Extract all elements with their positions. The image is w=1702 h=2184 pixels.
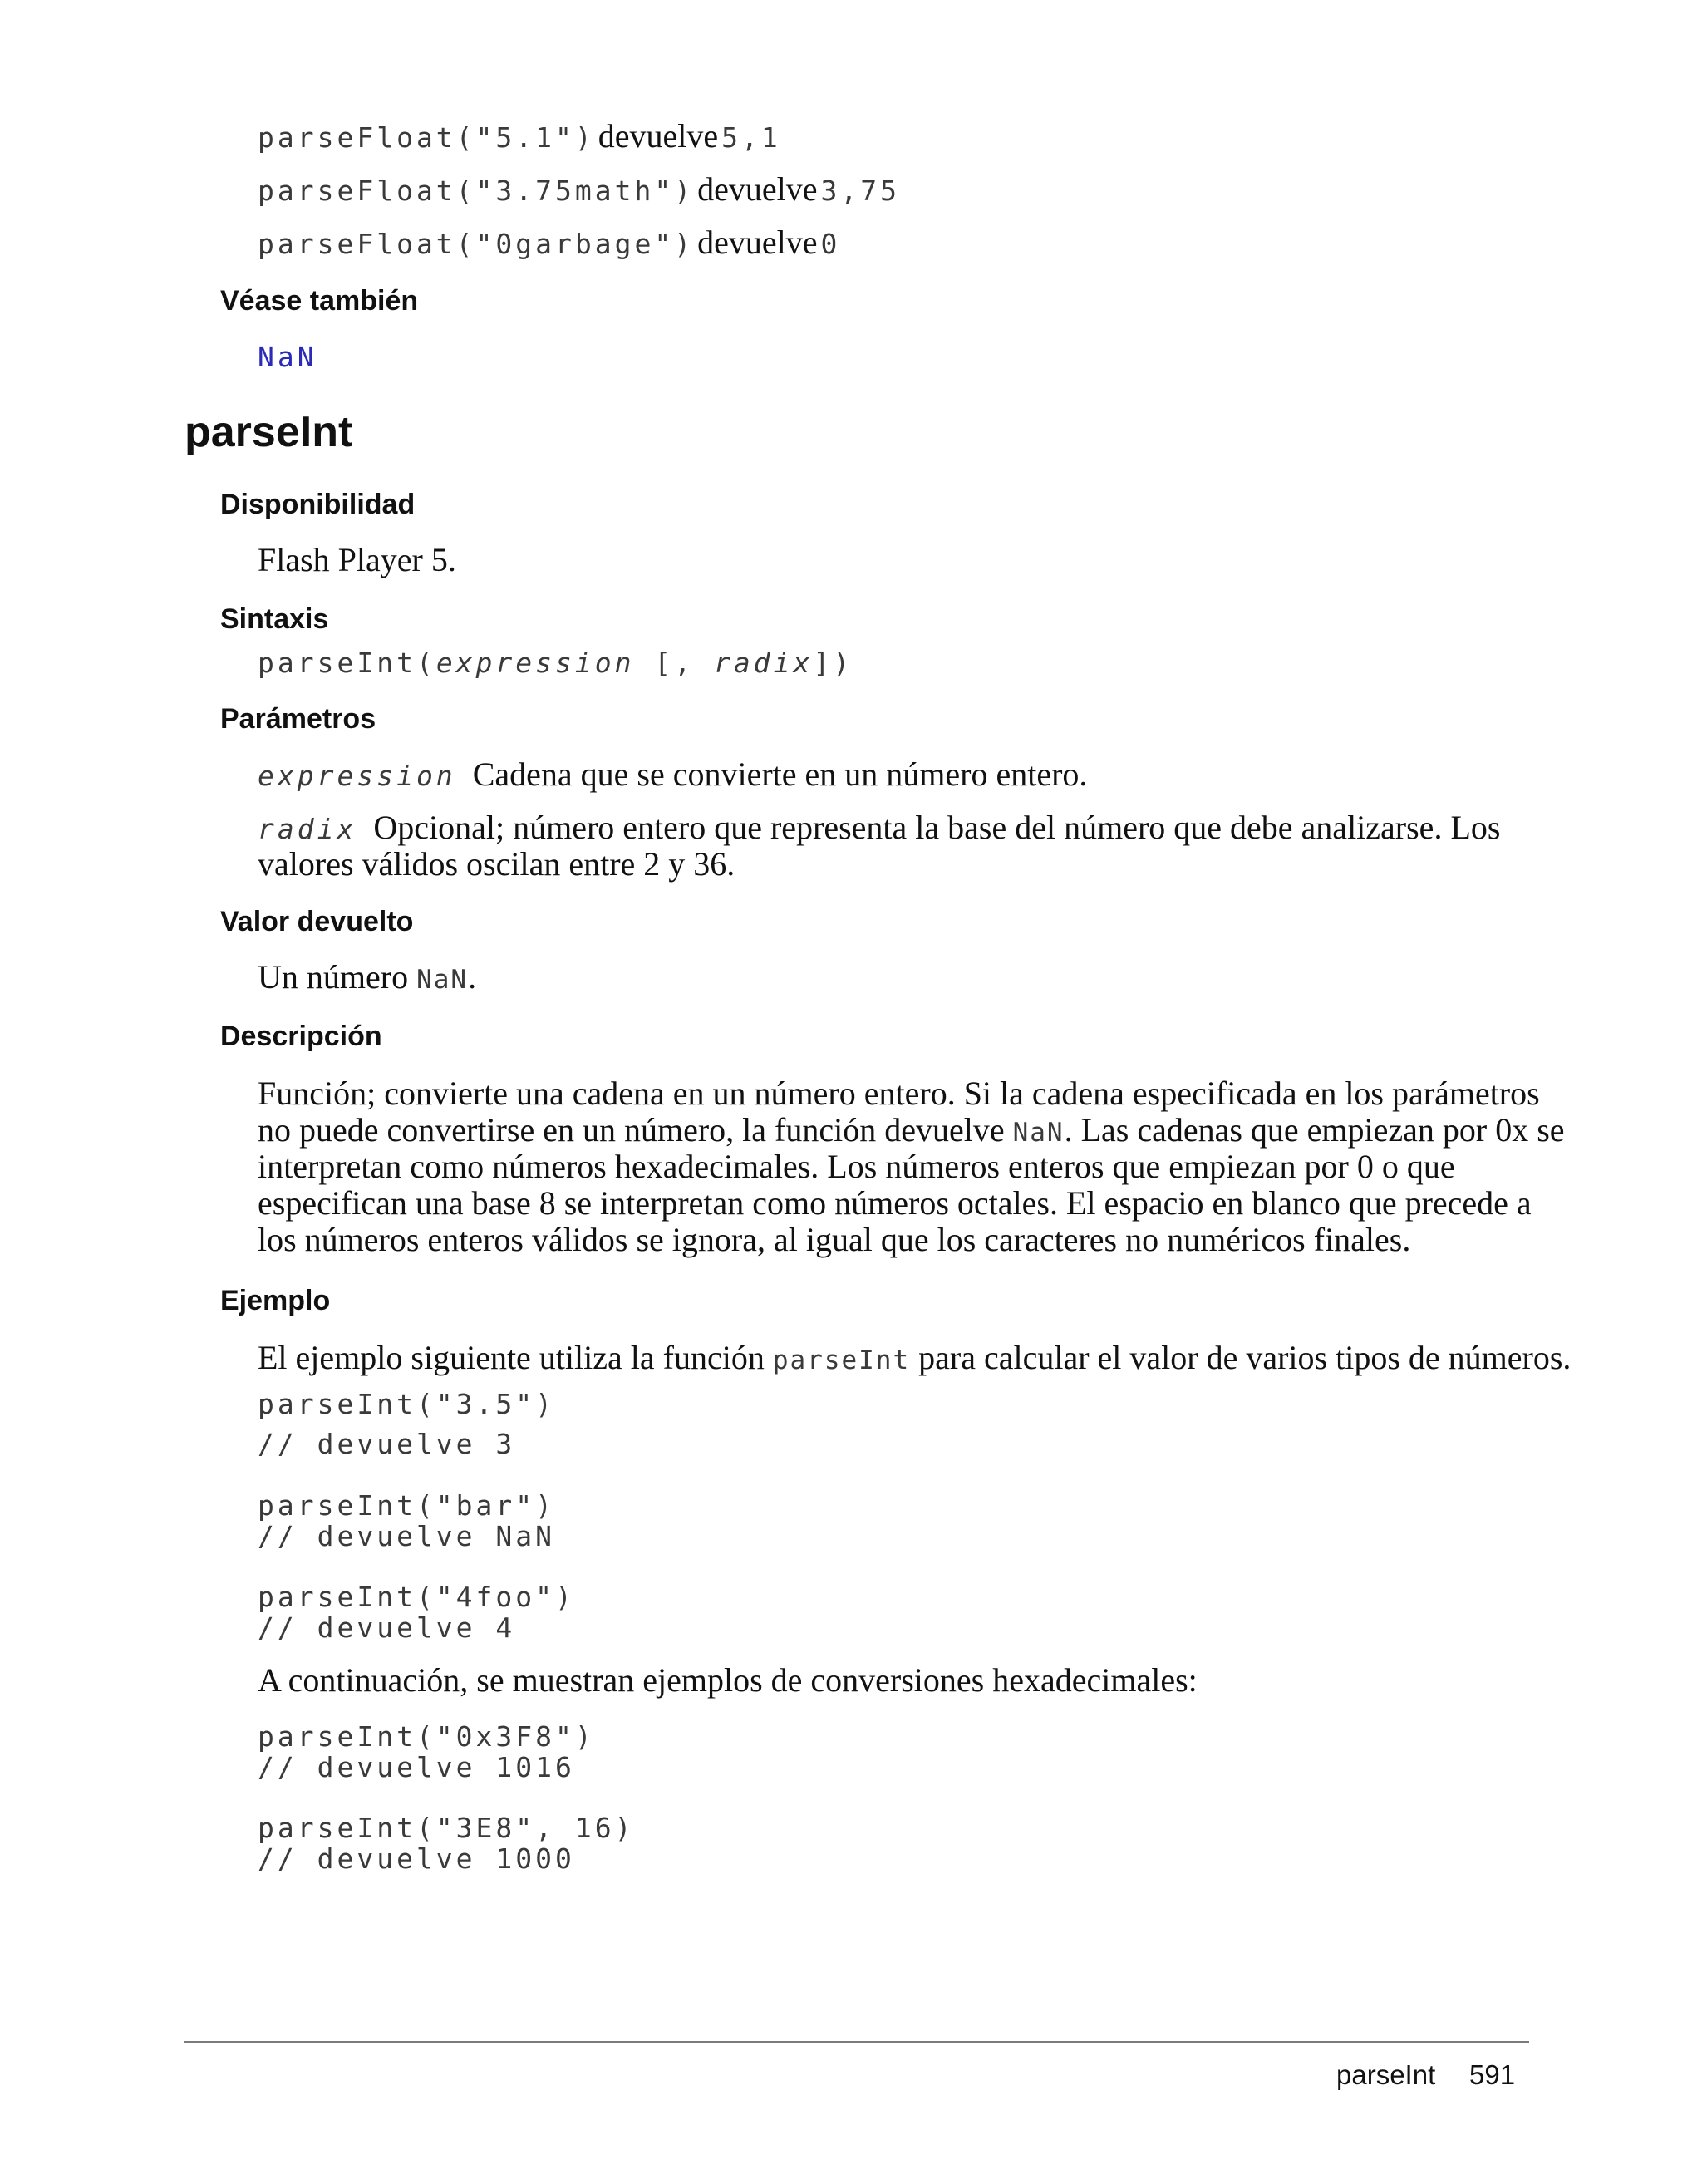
- returns-pre: Un número: [258, 958, 417, 996]
- example-intro-code: parseInt: [772, 1345, 911, 1375]
- example-line: [258, 116, 781, 155]
- code-snippet: parseFloat("0garbage"): [258, 228, 695, 260]
- parameter-description: Opcional; número entero que representa la base del número que debe analizarse. Los: [373, 809, 1501, 846]
- syntax-arg-expression: expression: [435, 647, 635, 679]
- code-line: parseInt("bar"): [258, 1489, 556, 1522]
- code-comment: // devuelve 1016: [258, 1751, 575, 1783]
- returns-code: NaN: [416, 965, 469, 995]
- example-verb: devuelve: [697, 170, 818, 208]
- returns-post: .: [468, 958, 477, 996]
- description-text: . Las cadenas que empiezan por 0x se: [1064, 1111, 1565, 1149]
- parameters-heading: Parámetros: [220, 703, 376, 735]
- syntax-sep: [,: [634, 647, 714, 679]
- code-line: parseInt("3.5"): [258, 1388, 556, 1420]
- code-result: 3,75: [820, 175, 900, 207]
- code-result: 0: [820, 228, 841, 260]
- syntax-fn: parseInt(: [258, 647, 436, 679]
- description-code: NaN: [1012, 1118, 1065, 1148]
- hex-intro: A continuación, se muestran ejemplos de conversiones hexadecimales:: [258, 1661, 1198, 1699]
- code-line: parseInt("0x3F8"): [258, 1720, 595, 1753]
- code-result: 5,1: [721, 121, 781, 154]
- code-comment: // devuelve 4: [258, 1611, 516, 1644]
- parameter-description: Cadena que se convierte en un número entero.: [472, 755, 1088, 793]
- see-also-link[interactable]: NaN: [258, 341, 317, 373]
- example-verb: devuelve: [598, 117, 719, 155]
- example-heading: Ejemplo: [220, 1285, 331, 1316]
- description-line: interpretan como números hexadecimales. Los números enteros que empiezan por 0 o que: [258, 1148, 1455, 1185]
- example-intro-text: El ejemplo siguiente utiliza la función: [258, 1339, 773, 1376]
- parameter-item: [258, 808, 1500, 847]
- description-text: no puede convertirse en un número, la función devuelve: [258, 1111, 1013, 1149]
- returns-heading: Valor devuelto: [220, 906, 414, 937]
- example-intro: [258, 1338, 1571, 1377]
- syntax-signature: [258, 647, 853, 679]
- code-line: parseInt("4foo"): [258, 1581, 575, 1613]
- code-snippet: parseFloat("5.1"): [258, 121, 595, 154]
- see-also-heading: Véase también: [220, 285, 419, 317]
- example-line: [258, 170, 900, 209]
- example-intro-text: para calcular el valor de varios tipos de números.: [910, 1339, 1572, 1376]
- availability-text: Flash Player 5.: [258, 541, 456, 578]
- description-line: los números enteros válidos se ignora, al igual que los caracteres no numéricos finales.: [258, 1221, 1411, 1258]
- description-line: Función; convierte una cadena en un número entero. Si la cadena especificada en los parámetros: [258, 1075, 1540, 1112]
- syntax-heading: Sintaxis: [220, 603, 329, 635]
- entry-title: parseInt: [184, 408, 353, 456]
- syntax-arg-radix: radix: [713, 647, 814, 679]
- returns-text: [258, 957, 476, 996]
- code-comment: // devuelve 3: [258, 1428, 516, 1460]
- footer-section: parseInt: [1336, 2059, 1436, 2090]
- code-comment: // devuelve NaN: [258, 1520, 556, 1552]
- page-number: 591: [1469, 2059, 1516, 2090]
- footer-rule: [184, 2041, 1529, 2043]
- availability-heading: Disponibilidad: [220, 489, 416, 520]
- parameter-item: [258, 755, 1087, 794]
- description-line: especifican una base 8 se interpretan como números octales. El espacio en blanco que precede a: [258, 1184, 1532, 1222]
- parameter-description-cont: valores válidos oscilan entre 2 y 36.: [258, 845, 735, 883]
- code-comment: // devuelve 1000: [258, 1842, 575, 1875]
- example-verb: devuelve: [697, 224, 818, 261]
- description-heading: Descripción: [220, 1021, 382, 1052]
- parameter-name: expression: [258, 760, 456, 792]
- syntax-end: ]): [813, 647, 853, 679]
- code-line: parseInt("3E8", 16): [258, 1812, 635, 1844]
- parameter-name: radix: [258, 813, 357, 845]
- description-line: [258, 1110, 1565, 1149]
- example-line: [258, 223, 840, 262]
- code-snippet: parseFloat("3.75math"): [258, 175, 695, 207]
